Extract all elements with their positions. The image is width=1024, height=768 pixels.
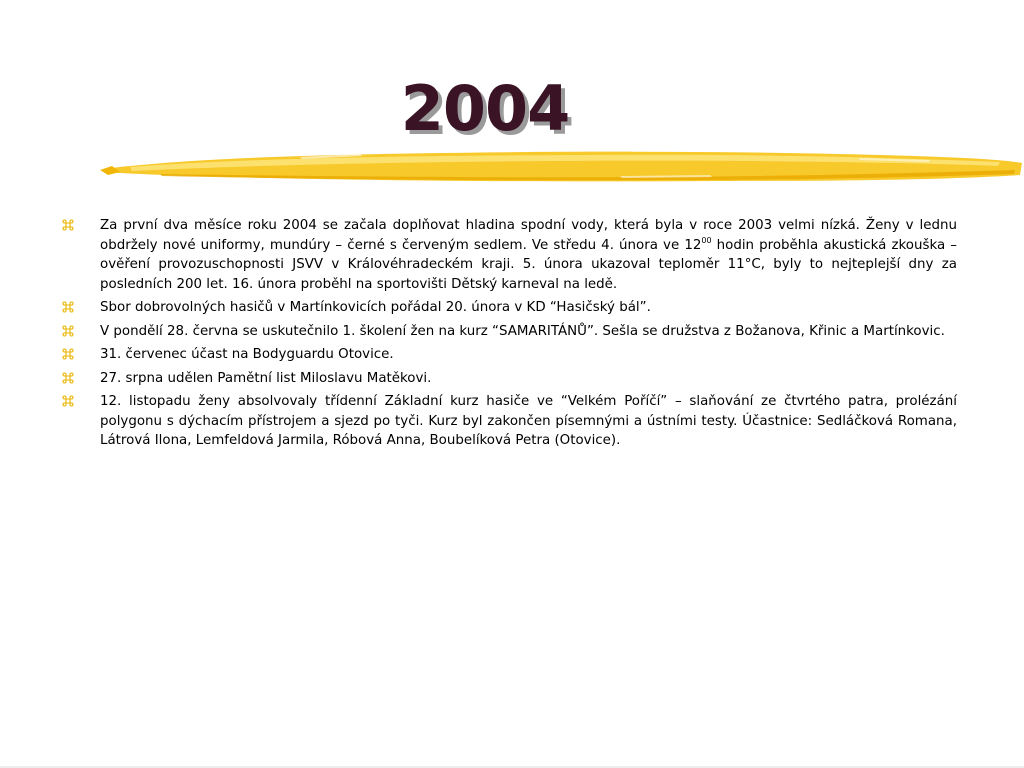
- list-item: [60, 322, 957, 342]
- list-item: [60, 345, 957, 365]
- list-item-text: Sbor dobrovolných hasičů v Martínkovicích pořádal 20. února v KD “Hasičský bál”.: [100, 300, 651, 315]
- list-item-text: 31. červenec účast na Bodyguardu Otovice.: [100, 347, 394, 362]
- superscript-minutes: 00: [701, 235, 712, 245]
- list-item: [60, 298, 957, 318]
- command-key-icon: [62, 345, 78, 364]
- slide-title: 2004: [400, 72, 570, 145]
- command-key-icon: [62, 322, 78, 341]
- list-item-text: V pondělí 28. června se uskutečnilo 1. školení žen na kurz “SAMARITÁNŮ”. Sešla se družstva z Božanova, Křinic a Martínkovic.: [100, 323, 945, 339]
- bullet-list: [60, 216, 957, 455]
- list-item-text: 12. listopadu ženy absolvovaly třídenní Základní kurz hasiče ve “Velkém Poříčí” – slaňování ze čtvrtého patra, prolézání polygonu s dýchacím přístrojem a sjezd po tyči. Kurz byl zakončen písemnými a ústními testy. Účastnice: Sedláčková Romana, Látrová Ilona, Lemfeldová Jarmila, Róbová Anna, Boubelíková Petra (Otovice).: [100, 394, 957, 448]
- list-item: [60, 369, 957, 389]
- command-key-icon: [62, 216, 78, 235]
- command-key-icon: [62, 392, 78, 411]
- list-item-text-part2: hodin proběhla akustická zkouška – ověření provozuschopnosti JSVV v Královéhradeckém kraji. 5. února ukazoval teploměr 11°C, byly to nejteplejší dny za posledních 200 let. 16. února proběhl na sportovišti Dětský karneval na ledě.: [100, 237, 957, 292]
- command-key-icon: [62, 298, 78, 317]
- list-item: [60, 216, 957, 294]
- yellow-brush-stroke: [100, 145, 1024, 190]
- command-key-icon: [62, 369, 78, 388]
- list-item-text: 27. srpna udělen Pamětní list Miloslavu Matěkovi.: [100, 370, 432, 386]
- list-item: [60, 392, 957, 451]
- list-item-text-part1: Za první dva měsíce roku 2004 se začala doplňovat hladina spodní vody, která byla v roce 2003 velmi nízká. Ženy v lednu obdržely nové uniformy, mundúry – černé s červeným sedlem. Ve středu 4. února ve 12: [100, 218, 957, 253]
